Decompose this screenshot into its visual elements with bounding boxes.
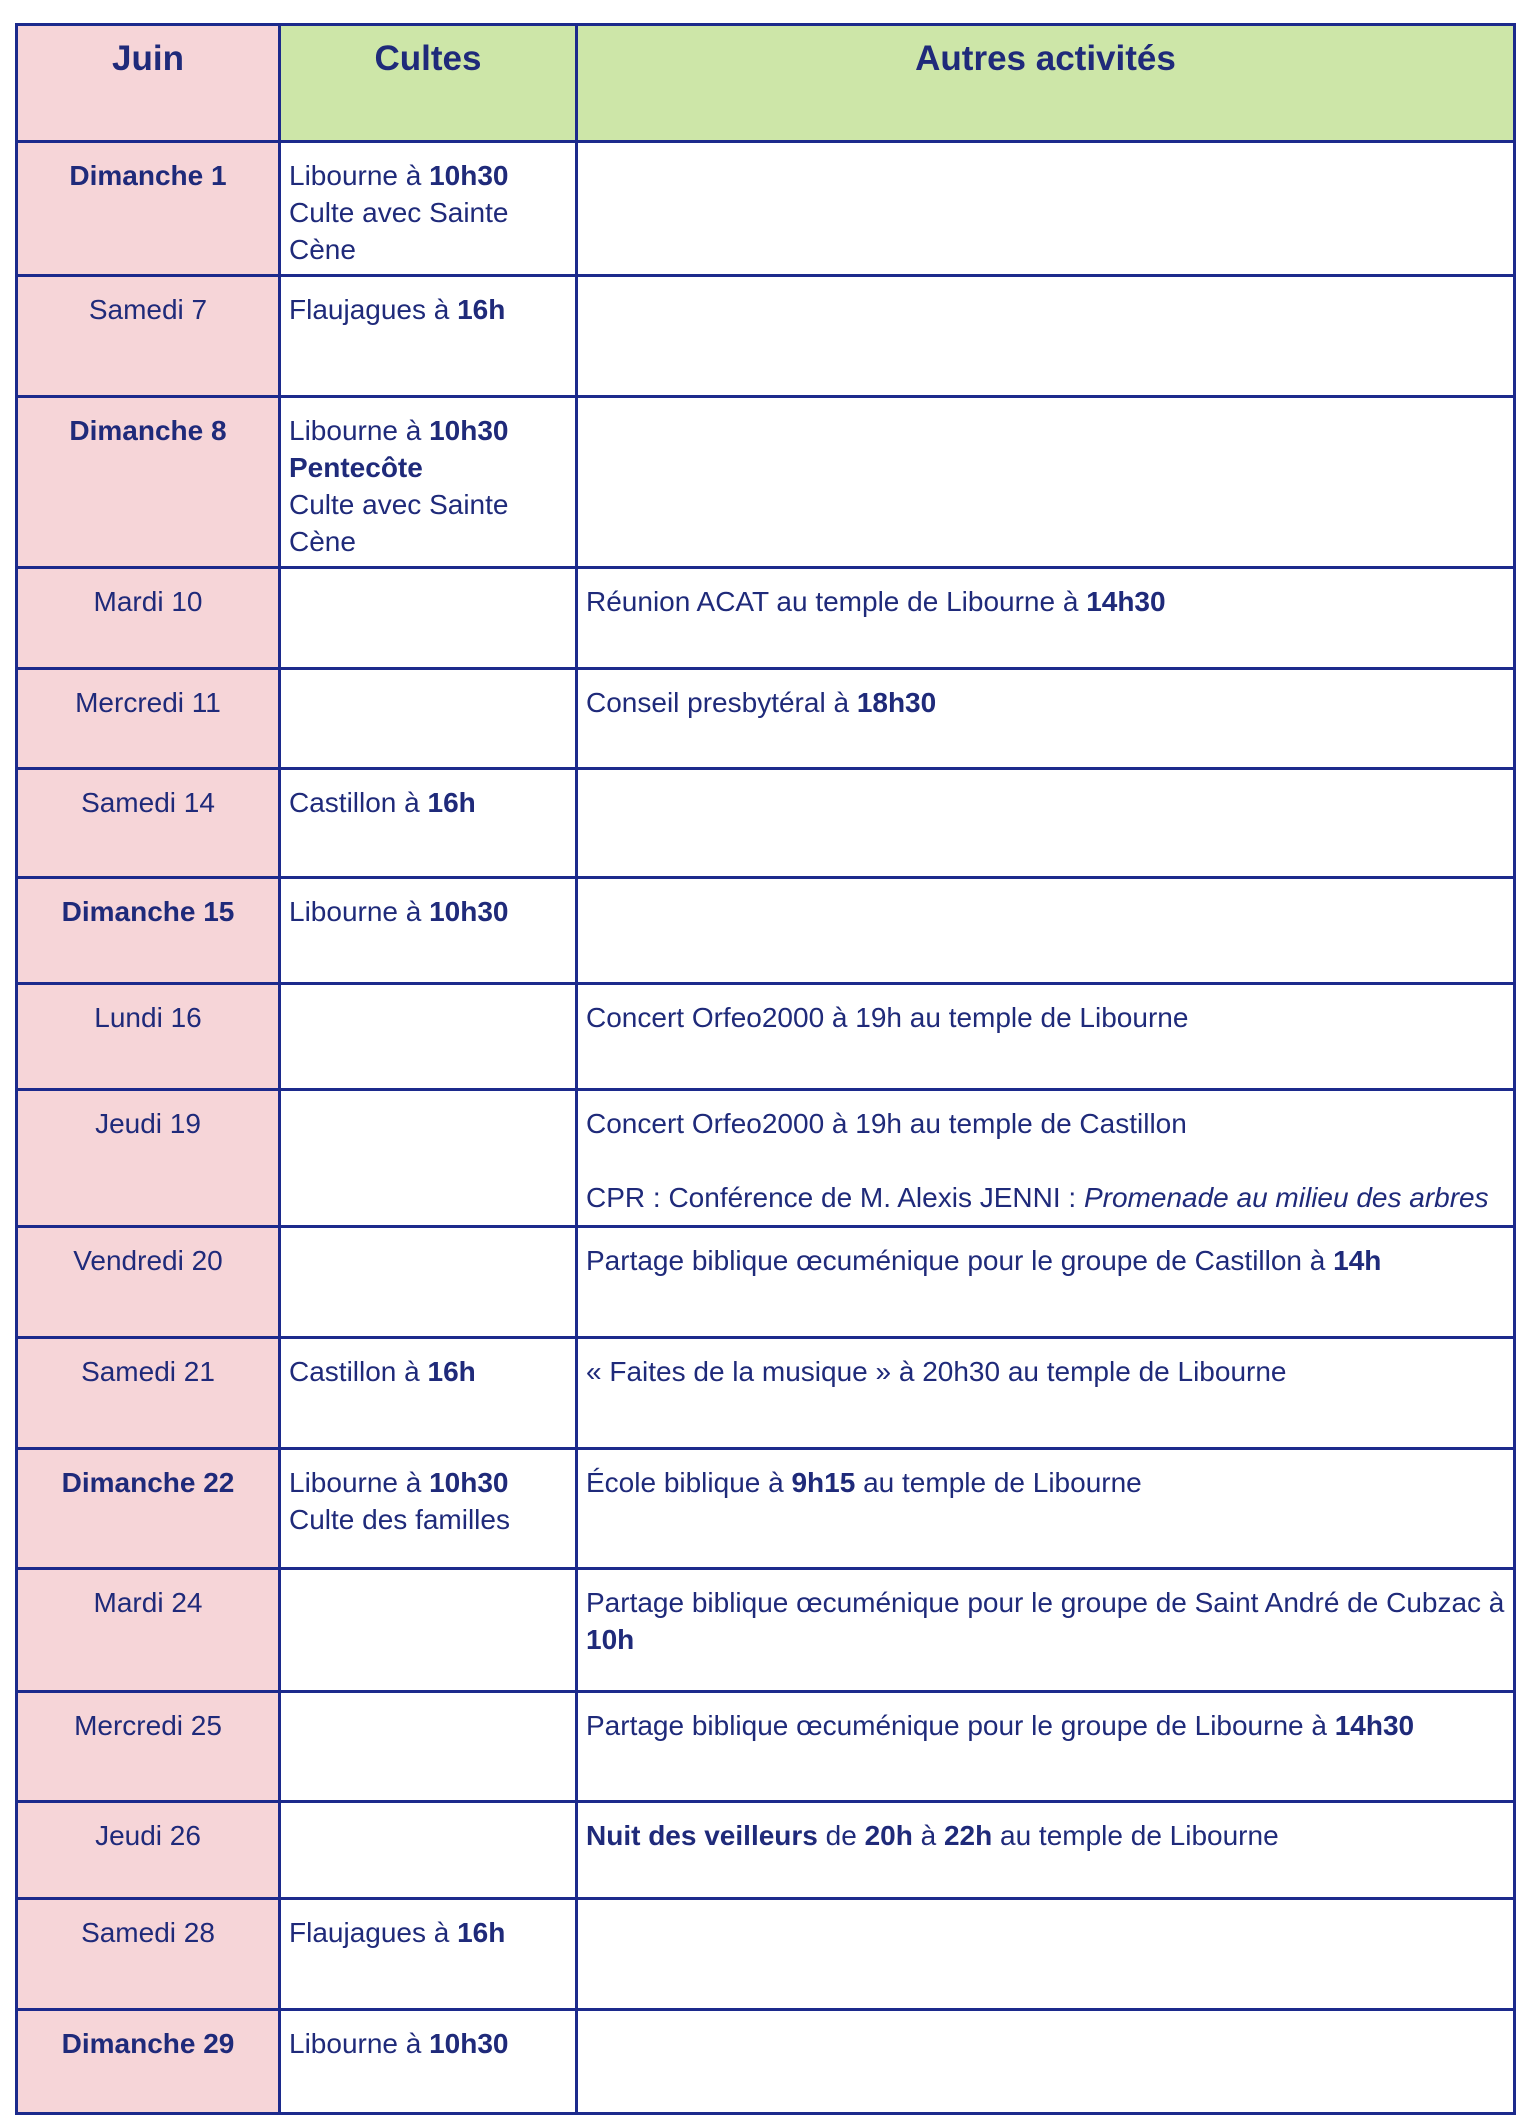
- activities-cell: [577, 878, 1515, 984]
- header-month: Juin: [17, 25, 280, 142]
- cult-text: Castillon à: [289, 1356, 428, 1387]
- table-row: [17, 878, 1515, 984]
- table-row: [17, 142, 1515, 276]
- activities-cell: [577, 1449, 1515, 1569]
- cult-text: Libourne à: [289, 160, 430, 191]
- table-row: [17, 769, 1515, 878]
- activity-text: « Faites de la musique » à 20h30 au temple de Libourne: [586, 1356, 1287, 1387]
- activity-text: de: [817, 1820, 865, 1851]
- day-cell: Mercredi 25: [17, 1692, 280, 1802]
- cultes-cell: [280, 1692, 577, 1802]
- activities-cell: [577, 669, 1515, 769]
- day-cell: Dimanche 1: [17, 142, 280, 276]
- day-cell: Jeudi 19: [17, 1090, 280, 1227]
- activities-cell: [577, 397, 1515, 568]
- cult-time: 16h: [427, 1356, 476, 1387]
- cultes-cell: [280, 1227, 577, 1338]
- activity-text: à: [912, 1820, 944, 1851]
- table-row: [17, 1802, 1515, 1899]
- activity-time: 10h: [586, 1624, 635, 1655]
- cultes-cell: [280, 1449, 577, 1569]
- day-cell: Mardi 24: [17, 1569, 280, 1692]
- day-cell: Jeudi 26: [17, 1802, 280, 1899]
- table-row: [17, 2010, 1515, 2114]
- activities-cell: [577, 984, 1515, 1090]
- activity-text: Conseil presbytéral à: [586, 687, 857, 718]
- activities-cell: [577, 1227, 1515, 1338]
- day-cell: Dimanche 8: [17, 397, 280, 568]
- activity-time: 9h15: [791, 1467, 856, 1498]
- table-row: [17, 984, 1515, 1090]
- cult-time: 10h30: [429, 896, 509, 927]
- cultes-cell: [280, 1802, 577, 1899]
- activity-text: Réunion ACAT au temple de Libourne à: [586, 586, 1087, 617]
- activity-time: 22h: [943, 1820, 993, 1851]
- activity-text: Partage biblique œcuménique pour le groupe de Libourne à: [586, 1710, 1335, 1741]
- activities-cell: [577, 1802, 1515, 1899]
- cult-text: Libourne à: [289, 896, 430, 927]
- cultes-cell: [280, 1899, 577, 2010]
- day-cell: Mardi 10: [17, 568, 280, 669]
- activity-title: Promenade au milieu des arbres: [1083, 1182, 1489, 1213]
- cultes-cell: [280, 878, 577, 984]
- cultes-cell: [280, 397, 577, 568]
- cult-text: Flaujagues à: [289, 1917, 458, 1948]
- day-cell: Dimanche 22: [17, 1449, 280, 1569]
- cult-text: Libourne à: [289, 415, 430, 446]
- table-row: [17, 1227, 1515, 1338]
- activity-time: 20h: [864, 1820, 913, 1851]
- day-cell: Samedi 21: [17, 1338, 280, 1449]
- cult-text: Culte des familles: [289, 1504, 510, 1535]
- activities-cell: [577, 1338, 1515, 1449]
- cult-text: Libourne à: [289, 1467, 430, 1498]
- day-cell: Samedi 7: [17, 276, 280, 397]
- table-row: [17, 1449, 1515, 1569]
- activities-cell: [577, 2010, 1515, 2114]
- activity-text: Partage biblique œcuménique pour le groupe de Castillon à: [586, 1245, 1334, 1276]
- header-activities: Autres activités: [577, 25, 1515, 142]
- june-schedule-table: [15, 23, 1516, 2115]
- table-row: [17, 1569, 1515, 1692]
- activity-text: Concert Orfeo2000 à 19h au temple de Libourne: [586, 1002, 1189, 1033]
- table-row: [17, 397, 1515, 568]
- activity-text: École biblique à: [586, 1467, 792, 1498]
- cultes-cell: [280, 1090, 577, 1227]
- activities-cell: [577, 769, 1515, 878]
- activity-text: au temple de Libourne: [992, 1820, 1279, 1851]
- cult-time: 10h30: [429, 415, 509, 446]
- activity-time: 14h30: [1334, 1710, 1415, 1741]
- cult-time: 10h30: [429, 2028, 509, 2059]
- cult-text: Culte avec Sainte: [289, 489, 509, 520]
- table-row: [17, 1090, 1515, 1227]
- cultes-cell: [280, 2010, 577, 2114]
- day-cell: Mercredi 11: [17, 669, 280, 769]
- activities-cell: [577, 568, 1515, 669]
- cult-time: 16h: [457, 1917, 506, 1948]
- day-cell: Samedi 28: [17, 1899, 280, 2010]
- header-cultes: Cultes: [280, 25, 577, 142]
- cultes-cell: [280, 276, 577, 397]
- activity-title: Nuit des veilleurs: [586, 1820, 818, 1851]
- activity-time: 14h30: [1086, 586, 1166, 617]
- table-row: [17, 568, 1515, 669]
- activity-text: Concert Orfeo2000 à 19h au temple de Castillon: [586, 1108, 1187, 1139]
- cult-text: Flaujagues à: [289, 294, 458, 325]
- cult-time: 16h: [427, 787, 476, 818]
- activity-time: 14h: [1333, 1245, 1382, 1276]
- cultes-cell: [280, 669, 577, 769]
- day-cell: Dimanche 15: [17, 878, 280, 984]
- activity-time: 18h30: [856, 687, 937, 718]
- activities-cell: [577, 1899, 1515, 2010]
- table-row: [17, 1692, 1515, 1802]
- activities-cell: [577, 1569, 1515, 1692]
- activity-text: CPR : Conférence de M. Alexis JENNI :: [586, 1182, 1084, 1213]
- cult-text: Castillon à: [289, 787, 428, 818]
- table-row: [17, 1338, 1515, 1449]
- day-cell: Dimanche 29: [17, 2010, 280, 2114]
- activities-cell: [577, 276, 1515, 397]
- activity-text: au temple de Libourne: [855, 1467, 1142, 1498]
- header-row: [17, 25, 1515, 142]
- day-cell: Vendredi 20: [17, 1227, 280, 1338]
- cult-time: 10h30: [429, 1467, 509, 1498]
- cult-text: Culte avec Sainte: [289, 197, 509, 228]
- cult-feast: Pentecôte: [289, 452, 423, 483]
- activities-cell: [577, 1692, 1515, 1802]
- cult-text: Libourne à: [289, 2028, 430, 2059]
- cultes-cell: [280, 769, 577, 878]
- cult-text: Cène: [289, 234, 356, 265]
- activities-cell: [577, 142, 1515, 276]
- cultes-cell: [280, 568, 577, 669]
- cult-time: 16h: [457, 294, 506, 325]
- day-cell: Samedi 14: [17, 769, 280, 878]
- cultes-cell: [280, 984, 577, 1090]
- cultes-cell: [280, 1569, 577, 1692]
- table-row: [17, 276, 1515, 397]
- activity-text: Partage biblique œcuménique pour le groupe de Saint André de Cubzac à: [586, 1587, 1505, 1618]
- cultes-cell: [280, 142, 577, 276]
- activities-cell: [577, 1090, 1515, 1227]
- cult-time: 10h30: [429, 160, 509, 191]
- table-row: [17, 1899, 1515, 2010]
- cultes-cell: [280, 1338, 577, 1449]
- day-cell: Lundi 16: [17, 984, 280, 1090]
- table-row: [17, 669, 1515, 769]
- cult-text: Cène: [289, 526, 356, 557]
